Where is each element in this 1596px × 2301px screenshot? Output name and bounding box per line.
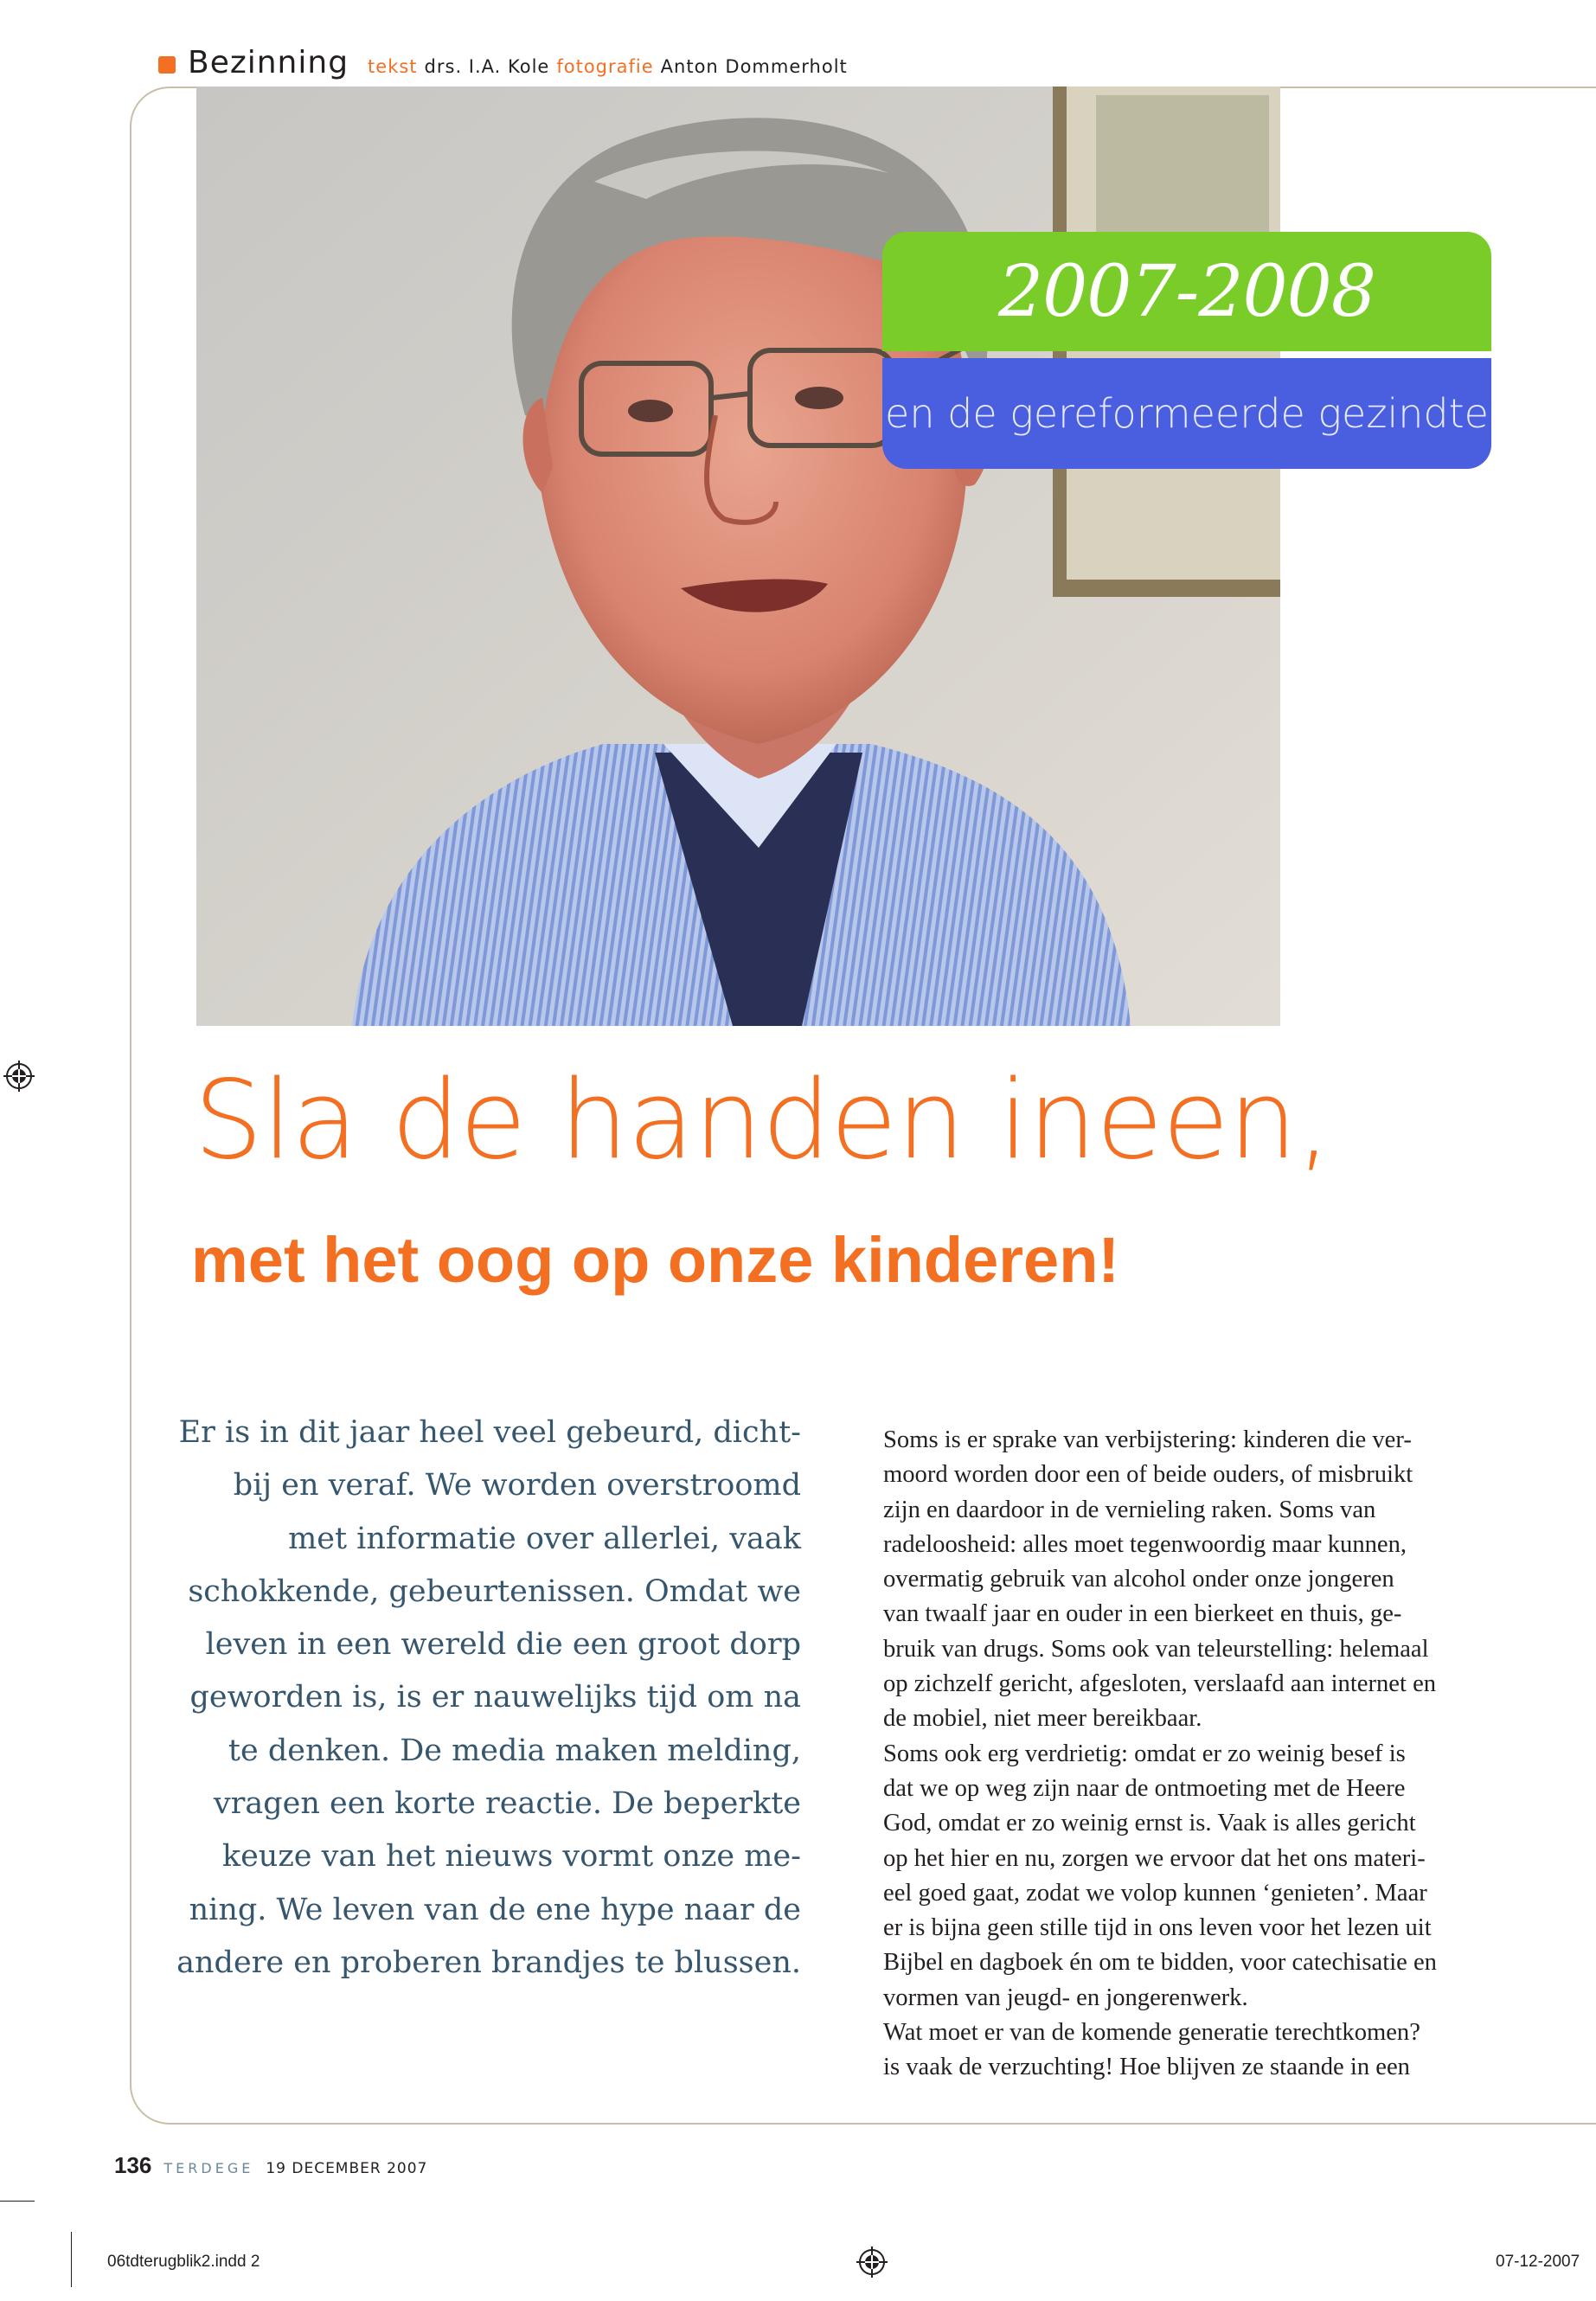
body-line: God, omdat er zo weinig ernst is. Vaak is alles gericht <box>883 1810 1416 1837</box>
magazine-name: TERDEGE <box>163 2160 254 2176</box>
intro-line: schokkende, gebeurtenissen. Omdat we <box>188 1574 801 1609</box>
body-line: radeloosheid: alles moet tegenwoordig maar kunnen, <box>883 1530 1407 1558</box>
body-line: vormen van jeugd- en jongerenwerk. <box>883 1984 1248 2011</box>
body-line: is vaak de verzuchting! Hoe blijven ze staande in een <box>883 2054 1410 2081</box>
section-marker-icon <box>158 56 176 74</box>
intro-line: te denken. De media maken melding, <box>228 1733 801 1768</box>
body-line: Soms ook erg verdrietig: omdat er zo weinig besef is <box>883 1740 1406 1767</box>
fotografie-label: fotografie <box>556 56 654 77</box>
body-line: bruik van drugs. Soms ook van teleurstelling: helemaal <box>883 1635 1429 1663</box>
photographer-name: Anton Dommerholt <box>660 56 848 77</box>
body-line: zijn en daardoor in de vernieling raken. Soms van <box>883 1496 1376 1523</box>
registration-mark-icon <box>856 2247 888 2278</box>
page-number: 136 <box>114 2152 152 2178</box>
body-line: Wat moet er van de komende generatie terechtkomen? <box>883 2019 1420 2047</box>
year-badge <box>882 232 1491 469</box>
article-headline: Sla de handen ineen, <box>194 1056 1330 1183</box>
body-line: Soms is er sprake van verbijstering: kinderen die ver- <box>883 1426 1412 1453</box>
author-name: drs. I.A. Kole <box>424 56 550 77</box>
intro-line: vragen een korte reactie. De beperkte <box>213 1786 801 1822</box>
badge-years: 2007-2008 <box>997 250 1376 333</box>
intro-line: andere en proberen brandjes te blussen. <box>176 1945 801 1980</box>
article-subheadline: met het oog op onze kinderen! <box>191 1224 1120 1296</box>
intro-paragraph <box>173 1407 801 1990</box>
badge-years-panel <box>882 232 1491 351</box>
intro-line: bij en veraf. We worden overstroomd <box>233 1468 801 1503</box>
article-header <box>158 45 855 85</box>
intro-line: keuze van het nieuws vormt onze me- <box>221 1839 801 1875</box>
intro-line: Er is in dit jaar heel veel gebeurd, dicht- <box>178 1415 801 1450</box>
page-footer <box>114 2152 427 2179</box>
body-line: Bijbel en dagboek én om te bidden, voor catechisatie en <box>883 1949 1437 1977</box>
crop-mark <box>0 2201 35 2202</box>
body-line: eel goed gaat, zodat we volop kunnen ‘genieten’. Maar <box>883 1879 1427 1907</box>
intro-line: met informatie over allerlei, vaak <box>288 1521 801 1556</box>
registration-mark-icon <box>3 1061 35 1092</box>
body-line: van twaalf jaar en ouder in een bierkeet en thuis, ge- <box>883 1600 1402 1628</box>
intro-line: leven in een wereld die een groot dorp <box>205 1627 801 1663</box>
crop-mark <box>71 2232 72 2287</box>
body-line: op het hier en nu, zorgen we ervoor dat het ons materi- <box>883 1844 1426 1872</box>
body-line: de mobiel, niet meer bereikbaar. <box>883 1705 1202 1733</box>
section-title: Bezinning <box>188 45 349 80</box>
body-line: moord worden door een of beide ouders, of misbruikt <box>883 1461 1413 1489</box>
issue-date: 19 DECEMBER 2007 <box>266 2160 428 2177</box>
body-line: op zichzelf gericht, afgesloten, verslaafd aan internet en <box>883 1670 1437 1698</box>
slug-filename: 06tdterugblik2.indd 2 <box>107 2253 260 2271</box>
intro-line: ning. We leven van de ene hype naar de <box>189 1892 801 1927</box>
slug-date: 07-12-2007 <box>1496 2253 1580 2271</box>
portrait-photo <box>196 87 1280 1026</box>
badge-subtitle-panel <box>882 358 1491 469</box>
badge-subtitle: en de gereformeerde gezindte <box>885 390 1489 437</box>
body-column <box>883 1423 1506 2086</box>
tekst-label: tekst <box>368 56 418 77</box>
body-line: overmatig gebruik van alcohol onder onze jongeren <box>883 1566 1394 1593</box>
intro-line: geworden is, is er nauwelijks tijd om na <box>189 1680 801 1715</box>
body-line: dat we op weg zijn naar de ontmoeting met de Heere <box>883 1774 1406 1802</box>
body-line: er is bijna geen stille tijd in ons leven voor het lezen uit <box>883 1914 1432 1942</box>
